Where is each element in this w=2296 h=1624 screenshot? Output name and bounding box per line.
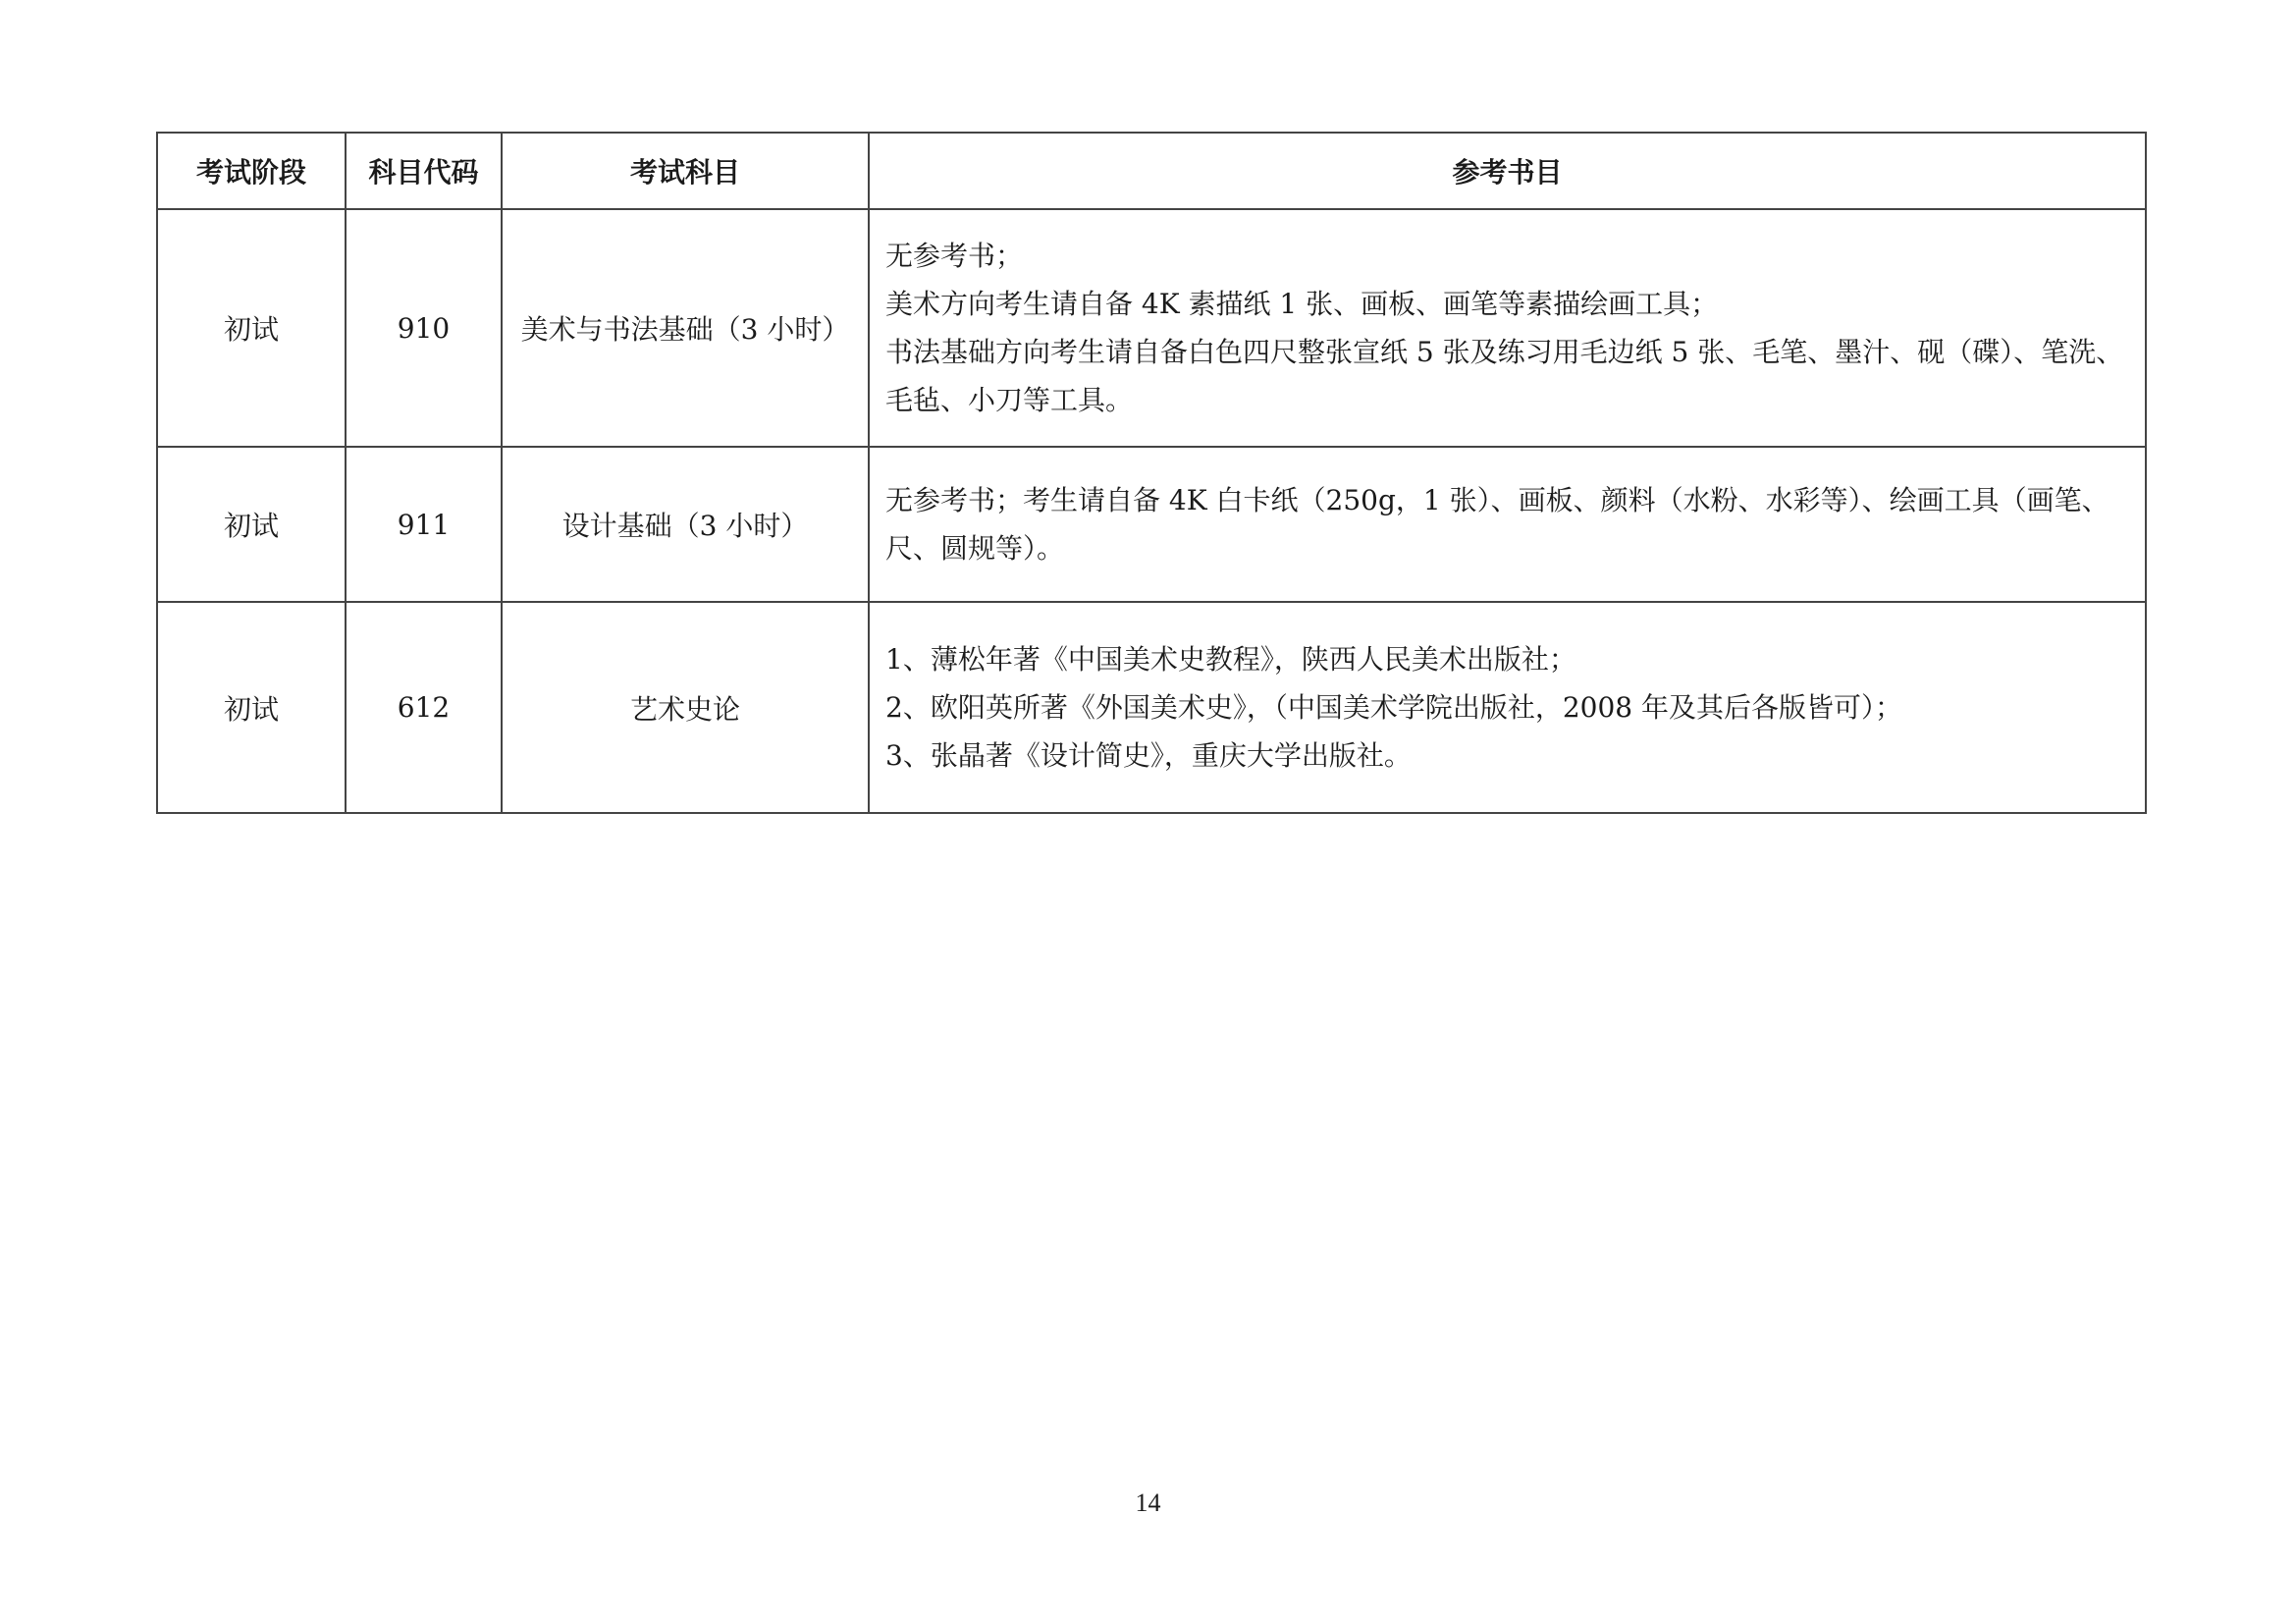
cell-stage: 初试 — [157, 447, 346, 602]
book-line: 3、张晶著《设计简史》，重庆大学出版社。 — [885, 739, 1412, 772]
cell-stage: 初试 — [157, 602, 346, 813]
table-header-row — [157, 133, 2146, 209]
cell-code: 911 — [346, 447, 502, 602]
book-line: 1、薄松年著《中国美术史教程》，陕西人民美术出版社； — [885, 643, 1576, 676]
header-code: 科目代码 — [346, 133, 502, 209]
cell-books — [869, 602, 2146, 813]
cell-code: 910 — [346, 209, 502, 447]
book-line: 美术方向考生请自备 4K 素描纸 1 张、画板、画笔等素描绘画工具； — [885, 288, 1719, 320]
cell-books — [869, 447, 2146, 602]
exam-subjects-table — [156, 132, 2147, 814]
table-row — [157, 209, 2146, 447]
cell-books — [869, 209, 2146, 447]
book-line: 无参考书；考生请自备 4K 白卡纸（250g，1 张）、画板、颜料（水粉、水彩等）、绘画工具（画笔、尺、圆规等）。 — [885, 484, 2109, 565]
cell-subject: 设计基础（3 小时） — [502, 447, 869, 602]
table-row — [157, 447, 2146, 602]
header-subject: 考试科目 — [502, 133, 869, 209]
book-line: 无参考书； — [885, 240, 1024, 272]
book-line: 书法基础方向考生请自备白色四尺整张宣纸 5 张及练习用毛边纸 5 张、毛笔、墨汁、砚（碟）、笔洗、毛毡、小刀等工具。 — [885, 336, 2124, 416]
book-line: 2、欧阳英所著《外国美术史》，（中国美术学院出版社，2008 年及其后各版皆可）； — [885, 691, 1902, 724]
table-row — [157, 602, 2146, 813]
page-number: 14 — [1135, 1489, 1161, 1517]
cell-stage: 初试 — [157, 209, 346, 447]
header-stage: 考试阶段 — [157, 133, 346, 209]
cell-subject: 美术与书法基础（3 小时） — [502, 209, 869, 447]
cell-subject: 艺术史论 — [502, 602, 869, 813]
cell-code: 612 — [346, 602, 502, 813]
header-books: 参考书目 — [869, 133, 2146, 209]
